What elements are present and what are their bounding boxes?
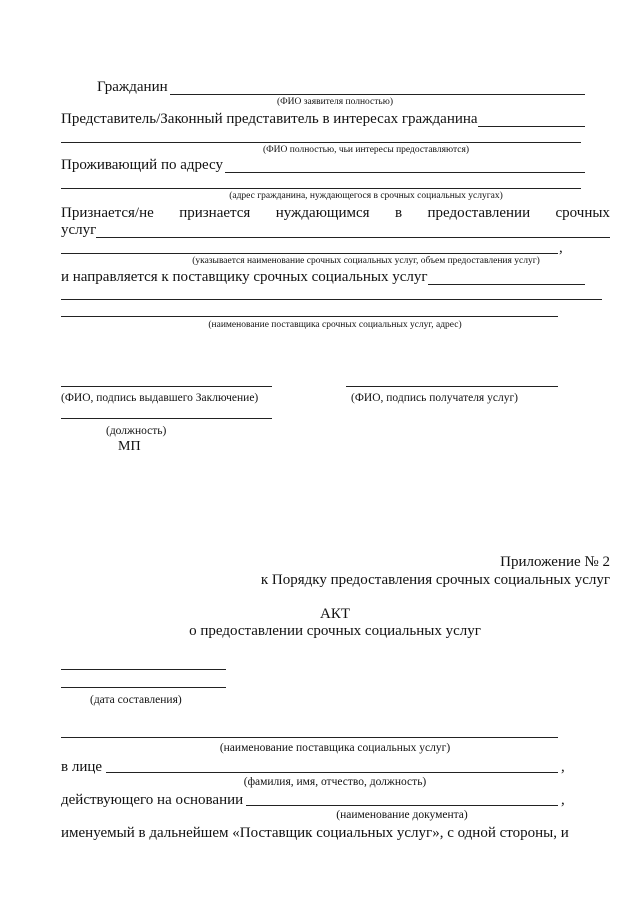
recognition-word: Признается/не xyxy=(61,205,154,221)
services-line-1 xyxy=(96,237,610,238)
recipient-signature-line xyxy=(346,386,558,387)
person-comma: , xyxy=(561,759,565,775)
directed-label: и направляется к поставщику срочных социальных услуг xyxy=(61,269,428,285)
basis-label: действующего на основании xyxy=(61,792,244,808)
services-label: услуг xyxy=(61,222,97,238)
citizen-caption: (ФИО заявителя полностью) xyxy=(276,97,393,107)
citizen-name-line xyxy=(170,94,585,95)
recognition-word: признается xyxy=(179,205,251,221)
directed-line-3 xyxy=(61,316,558,317)
act-subtitle: о предоставлении срочных социальных услуг xyxy=(189,623,481,639)
representative-caption: (ФИО полностью, чьи интересы предоставляются) xyxy=(262,145,470,155)
representative-line-1 xyxy=(478,126,585,127)
services-line-2 xyxy=(61,253,558,254)
services-comma: , xyxy=(559,240,563,256)
recognition-word: в xyxy=(394,205,403,221)
person-label: в лице xyxy=(61,759,103,775)
recognition-word: срочных xyxy=(555,205,610,221)
address-caption: (адрес гражданина, нуждающегося в срочных социальных услугах) xyxy=(229,191,503,201)
date-caption: (дата составления) xyxy=(90,694,182,706)
recognition-word: предоставлении xyxy=(427,205,531,221)
person-line xyxy=(106,772,558,773)
named-text: именуемый в дальнейшем «Поставщик социальных услуг», с одной стороны, и xyxy=(61,825,569,841)
position-line xyxy=(61,418,272,419)
recognition-line xyxy=(61,204,610,222)
address-line-1 xyxy=(225,172,585,173)
basis-line xyxy=(246,805,558,806)
seal-label: МП xyxy=(118,439,141,454)
supplier-caption: (наименование поставщика социальных услуг) xyxy=(219,742,451,754)
recipient-caption: (ФИО, подпись получателя услуг) xyxy=(351,392,518,404)
citizen-label: Гражданин xyxy=(97,79,168,95)
date-line-2 xyxy=(61,687,226,688)
basis-comma: , xyxy=(561,792,565,808)
appendix-number: Приложение № 2 xyxy=(500,554,610,570)
address-label: Проживающий по адресу xyxy=(61,157,224,173)
act-title: АКТ xyxy=(320,606,350,622)
provider-caption: (наименование поставщика срочных социальных услуг, адрес) xyxy=(208,320,462,330)
supplier-line xyxy=(61,737,558,738)
directed-line-2 xyxy=(61,299,602,300)
person-caption: (фамилия, имя, отчество, должность) xyxy=(243,776,427,788)
directed-line-1 xyxy=(428,284,585,285)
representative-label: Представитель/Законный представитель в интересах гражданина xyxy=(61,111,478,127)
services-caption: (указывается наименование срочных социальных услуг, объем предоставления услуг) xyxy=(192,256,540,266)
basis-caption: (наименование документа) xyxy=(336,809,468,821)
position-caption: (должность) xyxy=(106,425,167,437)
appendix-order: к Порядку предоставления срочных социальных услуг xyxy=(260,572,610,588)
date-line-1 xyxy=(61,669,226,670)
issuer-signature-line xyxy=(61,386,272,387)
representative-line-2 xyxy=(61,142,581,143)
issuer-caption: (ФИО, подпись выдавшего Заключение) xyxy=(61,392,259,404)
recognition-word: нуждающимся xyxy=(275,205,370,221)
address-line-2 xyxy=(61,188,581,189)
